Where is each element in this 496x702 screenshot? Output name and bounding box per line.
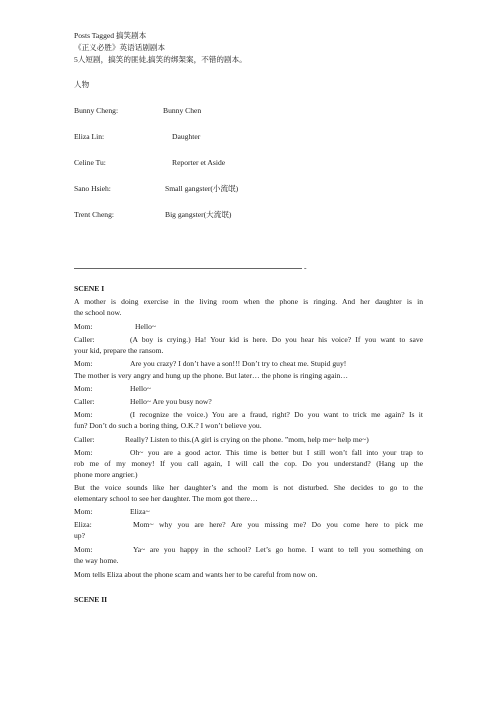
divider-dash: - xyxy=(304,263,307,272)
cast-actor-5: Trent Cheng: xyxy=(74,210,115,219)
mom-line: Hello~ xyxy=(135,322,156,331)
narration-line-2: elementary school to see her daughter. The mom got there… xyxy=(74,494,258,503)
posts-tagged-line: Posts Tagged 搞笑剧本 xyxy=(74,31,147,40)
mom-line-3: phone more angrier.) xyxy=(74,470,138,479)
caller-line: Hello~ Are you busy now? xyxy=(130,397,212,406)
cast-role-4: Small gangster(小流氓) xyxy=(165,184,239,193)
section-divider xyxy=(74,268,302,269)
cast-actor-4: Sano Hsieh: xyxy=(74,184,111,193)
mom-speaker: Mom: xyxy=(74,322,93,331)
mom-line-1: Ya~ are you happy in the school? Let’s go home. I want to tell you something on xyxy=(133,545,423,554)
caller-speaker: Caller: xyxy=(74,335,95,344)
mom-speaker: Mom: xyxy=(74,410,93,419)
mom-line: Are you crazy? I don’t have a son!!! Don’t try to cheat me. Stupid guy! xyxy=(130,359,347,368)
mom-speaker: Mom: xyxy=(74,384,93,393)
cast-role-1: Bunny Chen xyxy=(163,106,202,115)
mom-line-2: rob me of my money! If you call again, I will call the cop. Do you understand? (Hang up the xyxy=(74,459,423,468)
mom-line-2: fun? Don’t do such a boring thing, O.K.? I won’t believe you. xyxy=(74,421,262,430)
caller-line: Really? Listen to this.(A girl is crying on the phone. ”mom, help me~ help me~) xyxy=(125,435,369,444)
narration-line: Mom tells Eliza about the phone scam and wants her to be careful from now on. xyxy=(74,570,318,579)
mom-line: Hello~ xyxy=(130,384,151,393)
narration-line-1: But the voice sounds like her daughter’s and the mom is not disturbed. She decides to go to the xyxy=(74,483,423,492)
narration-line: The mother is very angry and hung up the phone. But later… the phone is ringing again… xyxy=(74,371,348,380)
caller-line-1: (A boy is crying.) Ha! Your kid is here. Do you hear his voice? If you want to save xyxy=(130,335,423,344)
scene-1-title: SCENE I xyxy=(74,284,105,293)
cast-role-5: Big gangster(大流氓) xyxy=(165,210,232,219)
caller-speaker: Caller: xyxy=(74,435,95,444)
scene-2-title: SCENE II xyxy=(74,595,108,604)
cast-actor-1: Bunny Cheng: xyxy=(74,106,119,115)
cast-heading: 人物 xyxy=(74,80,90,89)
eliza-line-2: up? xyxy=(74,531,85,540)
mom-line-2: the way home. xyxy=(74,556,119,565)
eliza-speaker: Eliza: xyxy=(74,520,92,529)
cast-actor-3: Celine Tu: xyxy=(74,158,106,167)
mom-line-1: Oh~ you are a good actor. This time is better but I still won’t fall into your trap to xyxy=(130,448,423,457)
mom-speaker: Mom: xyxy=(74,448,93,457)
mom-speaker: Mom: xyxy=(74,359,93,368)
scene-1-intro-line-2: the school now. xyxy=(74,308,122,317)
play-description: 5人短剧，搞笑的匪徒,搞笑的绑架案，不错的剧本。 xyxy=(74,55,247,64)
cast-role-3: Reporter et Aside xyxy=(172,158,226,167)
scene-1-intro-line-1: A mother is doing exercise in the living room when the phone is ringing. And her daughter is in xyxy=(74,297,423,306)
mom-speaker: Mom: xyxy=(74,507,93,516)
mom-line-1: (I recognize the voice.) You are a fraud, right? Do you want to trick me again? Is it xyxy=(130,410,423,419)
caller-speaker: Caller: xyxy=(74,397,95,406)
cast-role-2: Daughter xyxy=(172,132,201,141)
mom-line: Eliza~ xyxy=(130,507,150,516)
caller-line-2: your kid, prepare the ransom. xyxy=(74,346,164,355)
eliza-line-1: Mom~ why you are here? Are you missing me? Do you come here to pick me xyxy=(133,520,423,529)
mom-speaker: Mom: xyxy=(74,545,93,554)
play-subtitle: 《正义必胜》英语话剧剧本 xyxy=(74,43,166,52)
cast-actor-2: Eliza Lin: xyxy=(74,132,105,141)
